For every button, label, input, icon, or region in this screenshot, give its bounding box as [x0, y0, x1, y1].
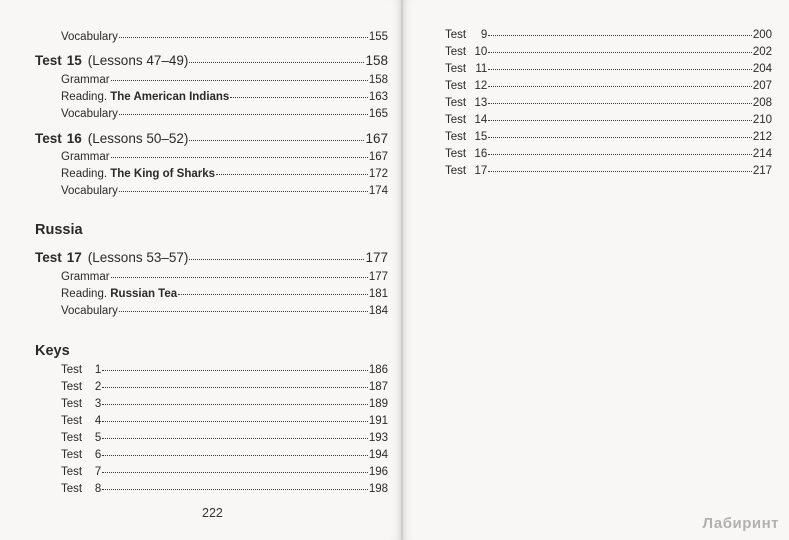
key-entry — [61, 481, 388, 496]
key-page: 189 — [368, 398, 388, 410]
key-page: 193 — [368, 432, 388, 444]
dot-leader — [111, 70, 368, 81]
key-entry — [61, 362, 388, 377]
key-test-number: 4 — [94, 415, 102, 427]
key-entry — [445, 44, 772, 59]
key-entry — [61, 464, 388, 479]
toc-entry-label: Grammar — [61, 271, 110, 283]
toc-entry-page: 158 — [365, 53, 388, 68]
toc-entry — [61, 89, 388, 104]
key-test-number: 16 — [474, 148, 488, 160]
section-heading-keys: Keys — [35, 343, 70, 359]
dot-leader — [111, 267, 368, 278]
dot-leader — [230, 87, 367, 98]
test-word: Test — [35, 53, 62, 68]
key-test-word: Test — [61, 449, 83, 461]
dot-leader — [102, 377, 368, 388]
toc-entry-page: 167 — [365, 131, 388, 146]
key-entry — [445, 146, 772, 161]
toc-entry-page: 172 — [368, 168, 388, 180]
dot-leader — [102, 411, 368, 422]
dot-leader — [216, 164, 368, 175]
key-test-word: Test — [61, 466, 83, 478]
key-page: 194 — [368, 449, 388, 461]
dot-leader — [488, 127, 752, 138]
dot-leader — [102, 445, 368, 456]
test-lessons: (Lessons 47–49) — [87, 53, 189, 68]
key-test-word: Test — [445, 46, 467, 58]
key-test-word: Test — [61, 415, 83, 427]
dot-leader — [189, 249, 364, 260]
toc-entry-page: 163 — [368, 91, 388, 103]
key-entry — [61, 413, 388, 428]
dot-leader — [488, 161, 752, 172]
dot-leader — [102, 394, 368, 405]
key-test-word: Test — [445, 114, 467, 126]
key-test-number: 15 — [474, 131, 488, 143]
key-test-number: 12 — [474, 80, 488, 92]
dot-leader — [488, 144, 752, 155]
toc-entry-page: 155 — [368, 31, 388, 43]
toc-entry-page: 158 — [368, 74, 388, 86]
toc-entry — [61, 106, 388, 121]
key-test-number: 13 — [474, 97, 488, 109]
test-number: 15 — [66, 53, 82, 68]
key-entry — [445, 112, 772, 127]
key-entry — [445, 27, 772, 42]
key-page: 212 — [752, 131, 772, 143]
section-heading-russia: Russia — [35, 222, 83, 238]
dot-leader — [488, 110, 752, 121]
key-test-number: 7 — [94, 466, 102, 478]
toc-entry — [61, 269, 388, 284]
key-test-word: Test — [61, 381, 83, 393]
key-test-word: Test — [61, 364, 83, 376]
key-test-word: Test — [445, 80, 467, 92]
toc-entry — [61, 29, 388, 44]
key-entry — [445, 95, 772, 110]
reading-title: The King of Sharks — [110, 168, 216, 180]
toc-entry-page: 184 — [368, 305, 388, 317]
key-page: 191 — [368, 415, 388, 427]
toc-entry — [61, 166, 388, 181]
test-number: 16 — [66, 131, 82, 146]
key-entry — [445, 163, 772, 178]
key-page: 210 — [752, 114, 772, 126]
key-test-number: 2 — [94, 381, 102, 393]
dot-leader — [488, 25, 752, 36]
dot-leader — [488, 59, 752, 70]
dot-leader — [119, 27, 368, 38]
key-test-word: Test — [445, 131, 467, 143]
key-test-word: Test — [61, 483, 83, 495]
dot-leader — [119, 181, 368, 192]
dot-leader — [119, 301, 368, 312]
key-entry — [445, 78, 772, 93]
key-page: 196 — [368, 466, 388, 478]
test-lessons: (Lessons 50–52) — [87, 131, 189, 146]
key-page: 186 — [368, 364, 388, 376]
toc-entry-label: Vocabulary — [61, 31, 118, 43]
test-number: 17 — [66, 250, 82, 265]
key-page: 208 — [752, 97, 772, 109]
toc-entry-label: Grammar — [61, 74, 110, 86]
key-test-number: 6 — [94, 449, 102, 461]
test-lessons: (Lessons 53–57) — [87, 250, 189, 265]
key-entry — [61, 379, 388, 394]
toc-entry-page: 167 — [368, 151, 388, 163]
key-test-word: Test — [61, 432, 83, 444]
toc-entry-page: 181 — [368, 288, 388, 300]
key-test-word: Test — [445, 29, 467, 41]
watermark-logo: Лабиринт — [702, 515, 779, 532]
toc-entry — [61, 149, 388, 164]
dot-leader — [189, 130, 364, 141]
reading-title: The American Indians — [110, 91, 230, 103]
key-page: 217 — [752, 165, 772, 177]
toc-entry-label: Vocabulary — [61, 305, 118, 317]
toc-test-heading — [35, 131, 388, 147]
key-page: 187 — [368, 381, 388, 393]
dot-leader — [102, 462, 368, 473]
dot-leader — [488, 42, 752, 53]
key-test-number: 14 — [474, 114, 488, 126]
key-test-word: Test — [445, 97, 467, 109]
dot-leader — [102, 360, 368, 371]
toc-entry-label: Grammar — [61, 151, 110, 163]
key-test-word: Test — [445, 63, 467, 75]
toc-entry-label: Vocabulary — [61, 185, 118, 197]
key-test-number: 9 — [480, 29, 488, 41]
toc-test-heading — [35, 53, 388, 69]
key-entry — [61, 430, 388, 445]
key-entry — [61, 396, 388, 411]
dot-leader — [189, 52, 364, 63]
test-word: Test — [35, 250, 62, 265]
dot-leader — [111, 147, 368, 158]
key-entry — [61, 447, 388, 462]
toc-entry — [61, 183, 388, 198]
key-page: 204 — [752, 63, 772, 75]
toc-entry-label: Vocabulary — [61, 108, 118, 120]
key-test-number: 11 — [475, 63, 488, 75]
dot-leader — [119, 104, 368, 115]
dot-leader — [102, 428, 368, 439]
key-test-word: Test — [445, 148, 467, 160]
key-page: 198 — [368, 483, 388, 495]
test-word: Test — [35, 131, 62, 146]
key-page: 200 — [752, 29, 772, 41]
key-entry — [445, 61, 772, 76]
key-test-number: 10 — [474, 46, 488, 58]
toc-entry-page: 174 — [368, 185, 388, 197]
key-page: 202 — [752, 46, 772, 58]
toc-entry — [61, 286, 388, 301]
dot-leader — [488, 76, 752, 87]
key-test-word: Test — [445, 165, 467, 177]
key-test-word: Test — [61, 398, 83, 410]
key-entry — [445, 129, 772, 144]
key-test-number: 8 — [94, 483, 102, 495]
page-number: 222 — [202, 506, 223, 520]
key-test-number: 1 — [94, 364, 102, 376]
toc-entry-page: 165 — [368, 108, 388, 120]
toc-entry — [61, 303, 388, 318]
toc-entry — [61, 72, 388, 87]
toc-entry-label: Reading. — [61, 168, 108, 180]
toc-entry-page: 177 — [365, 250, 388, 265]
reading-title: Russian Tea — [110, 288, 178, 300]
dot-leader — [488, 93, 752, 104]
toc-entry-label: Reading. — [61, 288, 108, 300]
toc-entry-label: Reading. — [61, 91, 108, 103]
toc-test-heading — [35, 250, 388, 266]
key-test-number: 5 — [94, 432, 102, 444]
dot-leader — [102, 479, 368, 490]
key-test-number: 17 — [474, 165, 488, 177]
key-page: 214 — [752, 148, 772, 160]
toc-entry-page: 177 — [368, 271, 388, 283]
key-page: 207 — [752, 80, 772, 92]
key-test-number: 3 — [94, 398, 102, 410]
dot-leader — [178, 284, 368, 295]
